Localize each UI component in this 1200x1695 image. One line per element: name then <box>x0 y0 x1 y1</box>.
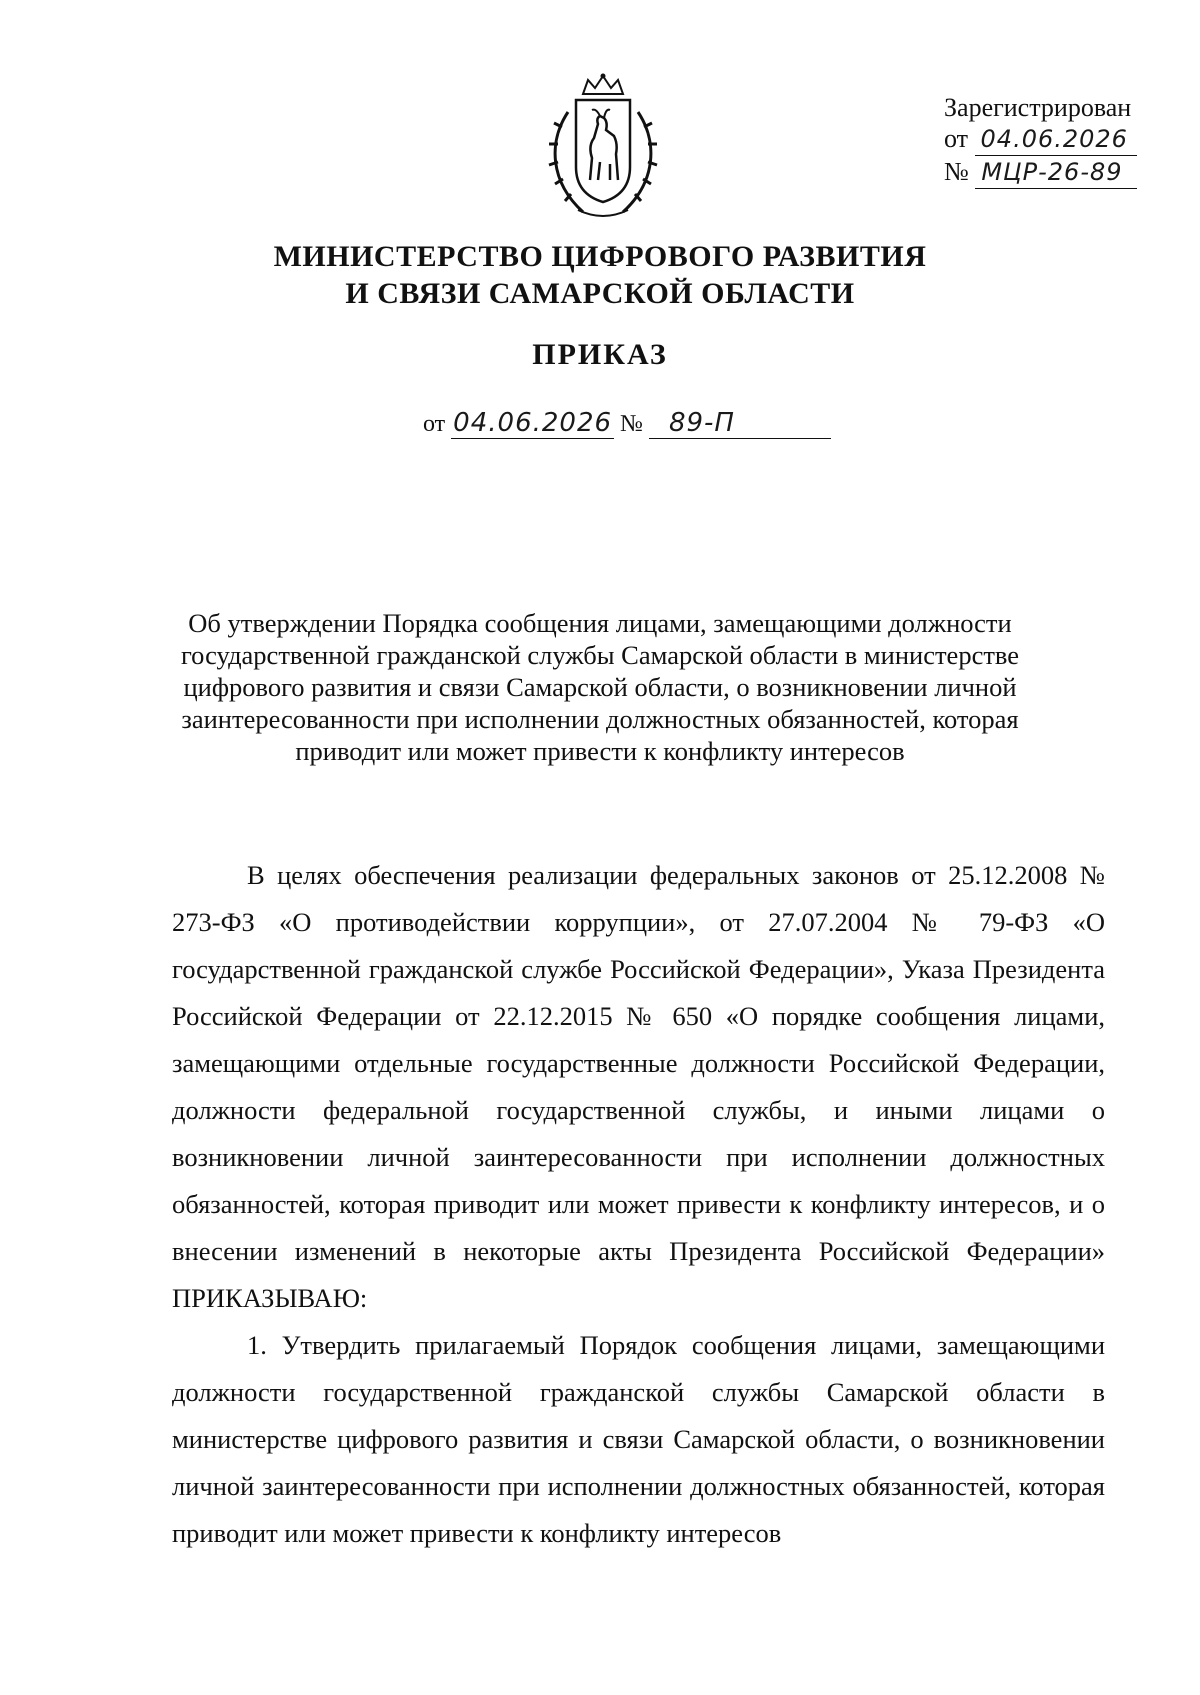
order-title: ПРИКАЗ <box>532 338 668 371</box>
order-date-number <box>423 408 831 439</box>
registration-date: 04.06.2026 <box>980 125 1128 153</box>
order-date: 04.06.2026 <box>453 408 613 438</box>
order-subject: Об утверждении Порядка сообщения лицами, замещающими должности государственной гражданской службы Самарской области в министерстве цифрового развития и связи Самарской области, о возникновении личной заинтересованности при исполнении должностных обязанностей, которая приводит или может привести к конфликту интересов <box>180 608 1020 766</box>
order-number: 89-П <box>668 408 735 438</box>
order-item-1: 1. Утвердить прилагаемый Порядок сообщения лицами, замещающими должности государственной гражданской службы Самарской области в министерстве цифрового развития и связи Самарской области, о возникновении личной заинтересованности при исполнении должностных обязанностей, которая приводит или может привести к конфликту интересов <box>172 1330 1105 1548</box>
ministry-name <box>0 238 1200 312</box>
registration-number: МЦР-26-89 <box>981 158 1123 186</box>
samara-coat-of-arms-icon <box>538 72 668 222</box>
order-date-prefix: от <box>423 411 446 437</box>
ministry-name-line1: МИНИСТЕРСТВО ЦИФРОВОГО РАЗВИТИЯ <box>273 240 927 273</box>
order-preamble: В целях обеспечения реализации федеральных законов от 25.12.2008 № 273-ФЗ «О противодействии коррупции», от 27.07.2004 № 79-ФЗ «О государственной гражданской службе Российской Федерации», Указа Президента Российской Федерации от 22.12.2015 № 650 «О порядке сообщения лицами, замещающими отдельные государственные должности Российской Федерации, должности федеральной государственной службы, и иными лицами о возникновении личной заинтересованности при исполнении должностных обязанностей, которая приводит или может привести к конфликту интересов, и о внесении изменений в некоторые акты Президента Российской Федерации» ПРИКАЗЫВАЮ: <box>172 860 1105 1313</box>
order-number-prefix: № <box>620 411 643 437</box>
registration-block <box>944 92 1174 189</box>
registration-date-prefix: от <box>944 124 969 153</box>
registration-label: Зарегистрирован <box>944 93 1132 122</box>
ministry-name-line2: И СВЯЗИ САМАРСКОЙ ОБЛАСТИ <box>345 277 855 310</box>
registration-number-prefix: № <box>944 157 969 186</box>
order-body <box>172 852 1105 1557</box>
